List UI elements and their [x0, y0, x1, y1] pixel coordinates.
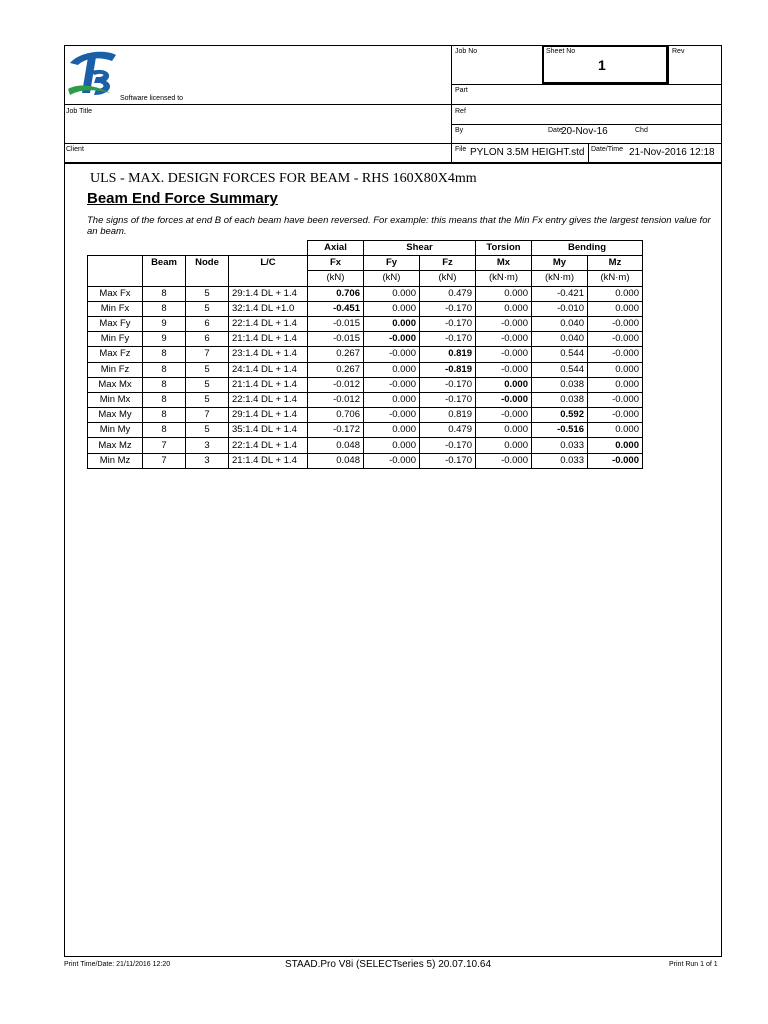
- cell-lc: 32:1.4 DL +1.0: [229, 301, 308, 316]
- table-row: [88, 377, 643, 392]
- corner-cell: [88, 256, 143, 286]
- cell-lc: 21:1.4 DL + 1.4: [229, 332, 308, 347]
- cell-lc: 22:1.4 DL + 1.4: [229, 316, 308, 331]
- table-row: [88, 392, 643, 407]
- cell-node: 5: [186, 392, 229, 407]
- column-header: Fy: [364, 256, 420, 271]
- cell-my: 0.544: [532, 347, 588, 362]
- cell-label: Min Fy: [88, 332, 143, 347]
- cell-node: 5: [186, 423, 229, 438]
- cell-node: 5: [186, 286, 229, 301]
- cell-node: 5: [186, 362, 229, 377]
- cell-node: 5: [186, 377, 229, 392]
- client-label: Client: [66, 146, 84, 153]
- cell-node: 3: [186, 453, 229, 468]
- report-title: ULS - MAX. DESIGN FORCES FOR BEAM - RHS 160X80X4mm: [90, 171, 477, 186]
- cell-label: Max Mx: [88, 377, 143, 392]
- group-header: Shear: [364, 241, 476, 256]
- beam-end-force-table: [87, 240, 643, 469]
- cell-node: 6: [186, 332, 229, 347]
- table-row: [88, 438, 643, 453]
- cell-fx: 0.048: [308, 438, 364, 453]
- header-divider: [64, 104, 722, 105]
- cell-fy: 0.000: [364, 423, 420, 438]
- section-title: Beam End Force Summary: [87, 190, 278, 207]
- print-time: Print Time/Date: 21/11/2016 12:20: [64, 961, 171, 968]
- cell-mx: -0.000: [476, 347, 532, 362]
- cell-beam: 9: [143, 316, 186, 331]
- cell-node: 7: [186, 347, 229, 362]
- table-row: [88, 423, 643, 438]
- cell-mz: -0.000: [588, 453, 643, 468]
- cell-beam: 8: [143, 377, 186, 392]
- cell-beam: 8: [143, 301, 186, 316]
- cell-lc: 23:1.4 DL + 1.4: [229, 347, 308, 362]
- cell-fz: 0.819: [420, 408, 476, 423]
- job-no-label: Job No: [455, 48, 478, 55]
- table-row: [88, 301, 643, 316]
- table-row: [88, 347, 643, 362]
- cell-mx: -0.000: [476, 332, 532, 347]
- part-label: Part: [455, 87, 468, 94]
- by-label: By: [455, 127, 464, 134]
- datetime-label: Date/Time: [591, 146, 624, 153]
- column-header: Node: [186, 256, 229, 286]
- date-value: 20-Nov-16: [561, 126, 608, 137]
- software-licensed-label: Software licensed to: [120, 95, 184, 102]
- cell-my: 0.033: [532, 438, 588, 453]
- column-header: Fx: [308, 256, 364, 271]
- cell-fy: 0.000: [364, 316, 420, 331]
- cell-node: 3: [186, 438, 229, 453]
- cell-my: 0.040: [532, 316, 588, 331]
- cell-my: 0.544: [532, 362, 588, 377]
- cell-fy: -0.000: [364, 408, 420, 423]
- unit-cell: (kN): [308, 271, 364, 286]
- cell-fx: 0.706: [308, 286, 364, 301]
- cell-label: Max Fy: [88, 316, 143, 331]
- ref-label: Ref: [455, 108, 466, 115]
- result-rows: [88, 286, 643, 468]
- group-header: Axial: [308, 241, 364, 256]
- cell-lc: 24:1.4 DL + 1.4: [229, 362, 308, 377]
- cell-my: -0.421: [532, 286, 588, 301]
- cell-fz: 0.479: [420, 423, 476, 438]
- cell-fy: 0.000: [364, 301, 420, 316]
- table-row: [88, 286, 643, 301]
- table-row: [88, 332, 643, 347]
- chd-label: Chd: [635, 127, 648, 134]
- cell-mx: 0.000: [476, 423, 532, 438]
- table-group-row: [88, 241, 643, 256]
- cell-mx: 0.000: [476, 286, 532, 301]
- file-value: PYLON 3.5M HEIGHT.std: [470, 147, 585, 158]
- cell-beam: 7: [143, 438, 186, 453]
- cell-my: 0.592: [532, 408, 588, 423]
- sheet-no-label: Sheet No: [546, 48, 576, 55]
- cell-lc: 22:1.4 DL + 1.4: [229, 438, 308, 453]
- header-divider: [668, 45, 669, 84]
- cell-node: 7: [186, 408, 229, 423]
- cell-label: Min Mx: [88, 392, 143, 407]
- cell-label: Min My: [88, 423, 143, 438]
- cell-mx: -0.000: [476, 392, 532, 407]
- cell-lc: 35:1.4 DL + 1.4: [229, 423, 308, 438]
- cell-mz: -0.000: [588, 408, 643, 423]
- unit-cell: (kN): [364, 271, 420, 286]
- table-row: [88, 453, 643, 468]
- cell-fz: -0.170: [420, 392, 476, 407]
- table-row: [88, 316, 643, 331]
- cell-mx: 0.000: [476, 377, 532, 392]
- cell-label: Min Fx: [88, 301, 143, 316]
- cell-mz: 0.000: [588, 438, 643, 453]
- cell-mz: 0.000: [588, 301, 643, 316]
- unit-cell: (kN·m): [532, 271, 588, 286]
- table-header-row: [88, 256, 643, 271]
- group-header: Bending: [532, 241, 643, 256]
- cell-my: -0.010: [532, 301, 588, 316]
- cell-beam: 7: [143, 453, 186, 468]
- cell-fy: 0.000: [364, 362, 420, 377]
- cell-fy: 0.000: [364, 438, 420, 453]
- cell-fy: -0.000: [364, 453, 420, 468]
- date-label: Date: [548, 127, 563, 134]
- column-header: Mz: [588, 256, 643, 271]
- unit-cell: (kN·m): [588, 271, 643, 286]
- cell-fx: -0.451: [308, 301, 364, 316]
- cell-my: 0.033: [532, 453, 588, 468]
- column-header: Beam: [143, 256, 186, 286]
- cell-mx: -0.000: [476, 408, 532, 423]
- company-logo: [66, 49, 120, 99]
- cell-mz: -0.000: [588, 392, 643, 407]
- header-divider: [451, 124, 722, 125]
- cell-fy: -0.000: [364, 332, 420, 347]
- header-divider: [451, 84, 722, 85]
- datetime-value: 21-Nov-2016 12:18: [629, 147, 715, 158]
- cell-fx: -0.012: [308, 377, 364, 392]
- sign-convention-note: The signs of the forces at end B of each beam have been reversed. For example: this means that the Min Fx entry gives the largest tension value for an beam.: [87, 215, 711, 237]
- cell-fx: 0.267: [308, 362, 364, 377]
- header-divider: [64, 143, 722, 144]
- cell-fx: -0.012: [308, 392, 364, 407]
- unit-cell: (kN·m): [476, 271, 532, 286]
- cell-fz: 0.819: [420, 347, 476, 362]
- file-label: File: [455, 146, 467, 153]
- cell-beam: 9: [143, 332, 186, 347]
- cell-beam: 8: [143, 423, 186, 438]
- cell-fx: -0.015: [308, 316, 364, 331]
- cell-fz: -0.170: [420, 332, 476, 347]
- cell-fy: 0.000: [364, 286, 420, 301]
- cell-mz: 0.000: [588, 362, 643, 377]
- cell-lc: 22:1.4 DL + 1.4: [229, 392, 308, 407]
- cell-label: Max My: [88, 408, 143, 423]
- cell-lc: 21:1.4 DL + 1.4: [229, 377, 308, 392]
- header-divider: [588, 143, 589, 162]
- cell-node: 5: [186, 301, 229, 316]
- column-header: Fz: [420, 256, 476, 271]
- cell-fx: 0.048: [308, 453, 364, 468]
- cell-lc: 29:1.4 DL + 1.4: [229, 286, 308, 301]
- cell-mz: -0.000: [588, 332, 643, 347]
- logo-blue-loop: [92, 70, 110, 95]
- print-run: Print Run 1 of 1: [669, 961, 718, 968]
- cell-fz: -0.170: [420, 453, 476, 468]
- cell-fz: -0.170: [420, 316, 476, 331]
- cell-beam: 8: [143, 392, 186, 407]
- table-row: [88, 408, 643, 423]
- column-header: L/C: [229, 256, 308, 286]
- cell-mx: 0.000: [476, 301, 532, 316]
- cell-node: 6: [186, 316, 229, 331]
- cell-beam: 8: [143, 286, 186, 301]
- cell-fz: -0.819: [420, 362, 476, 377]
- software-version: STAAD.Pro V8i (SELECTseries 5) 20.07.10.64: [285, 959, 492, 970]
- cell-fy: 0.000: [364, 392, 420, 407]
- cell-label: Max Mz: [88, 438, 143, 453]
- cell-mz: -0.000: [588, 347, 643, 362]
- cell-fx: -0.172: [308, 423, 364, 438]
- sheet-no-value: 1: [598, 57, 606, 73]
- cell-mx: -0.000: [476, 316, 532, 331]
- cell-mz: 0.000: [588, 286, 643, 301]
- cell-fy: -0.000: [364, 347, 420, 362]
- cell-beam: 8: [143, 408, 186, 423]
- cell-mz: 0.000: [588, 423, 643, 438]
- cell-label: Min Fz: [88, 362, 143, 377]
- cell-mz: -0.000: [588, 316, 643, 331]
- rev-label: Rev: [672, 48, 685, 55]
- cell-mz: 0.000: [588, 377, 643, 392]
- header-divider: [64, 162, 722, 164]
- cell-beam: 8: [143, 347, 186, 362]
- cell-fz: -0.170: [420, 377, 476, 392]
- job-title-label: Job Title: [66, 108, 93, 115]
- cell-my: 0.038: [532, 377, 588, 392]
- cell-fz: 0.479: [420, 286, 476, 301]
- cell-fx: 0.267: [308, 347, 364, 362]
- cell-my: 0.038: [532, 392, 588, 407]
- cell-fz: -0.170: [420, 301, 476, 316]
- cell-label: Max Fx: [88, 286, 143, 301]
- cell-mx: -0.000: [476, 362, 532, 377]
- group-header: Torsion: [476, 241, 532, 256]
- cell-my: -0.516: [532, 423, 588, 438]
- cell-lc: 29:1.4 DL + 1.4: [229, 408, 308, 423]
- cell-my: 0.040: [532, 332, 588, 347]
- cell-fz: -0.170: [420, 438, 476, 453]
- column-header: Mx: [476, 256, 532, 271]
- cell-mx: -0.000: [476, 453, 532, 468]
- cell-beam: 8: [143, 362, 186, 377]
- cell-fx: -0.015: [308, 332, 364, 347]
- cell-fy: -0.000: [364, 377, 420, 392]
- cell-lc: 21:1.4 DL + 1.4: [229, 453, 308, 468]
- header-divider: [451, 45, 452, 162]
- cell-label: Min Mz: [88, 453, 143, 468]
- cell-fx: 0.706: [308, 408, 364, 423]
- unit-cell: (kN): [420, 271, 476, 286]
- cell-mx: 0.000: [476, 438, 532, 453]
- cell-label: Max Fz: [88, 347, 143, 362]
- column-header: My: [532, 256, 588, 271]
- table-row: [88, 362, 643, 377]
